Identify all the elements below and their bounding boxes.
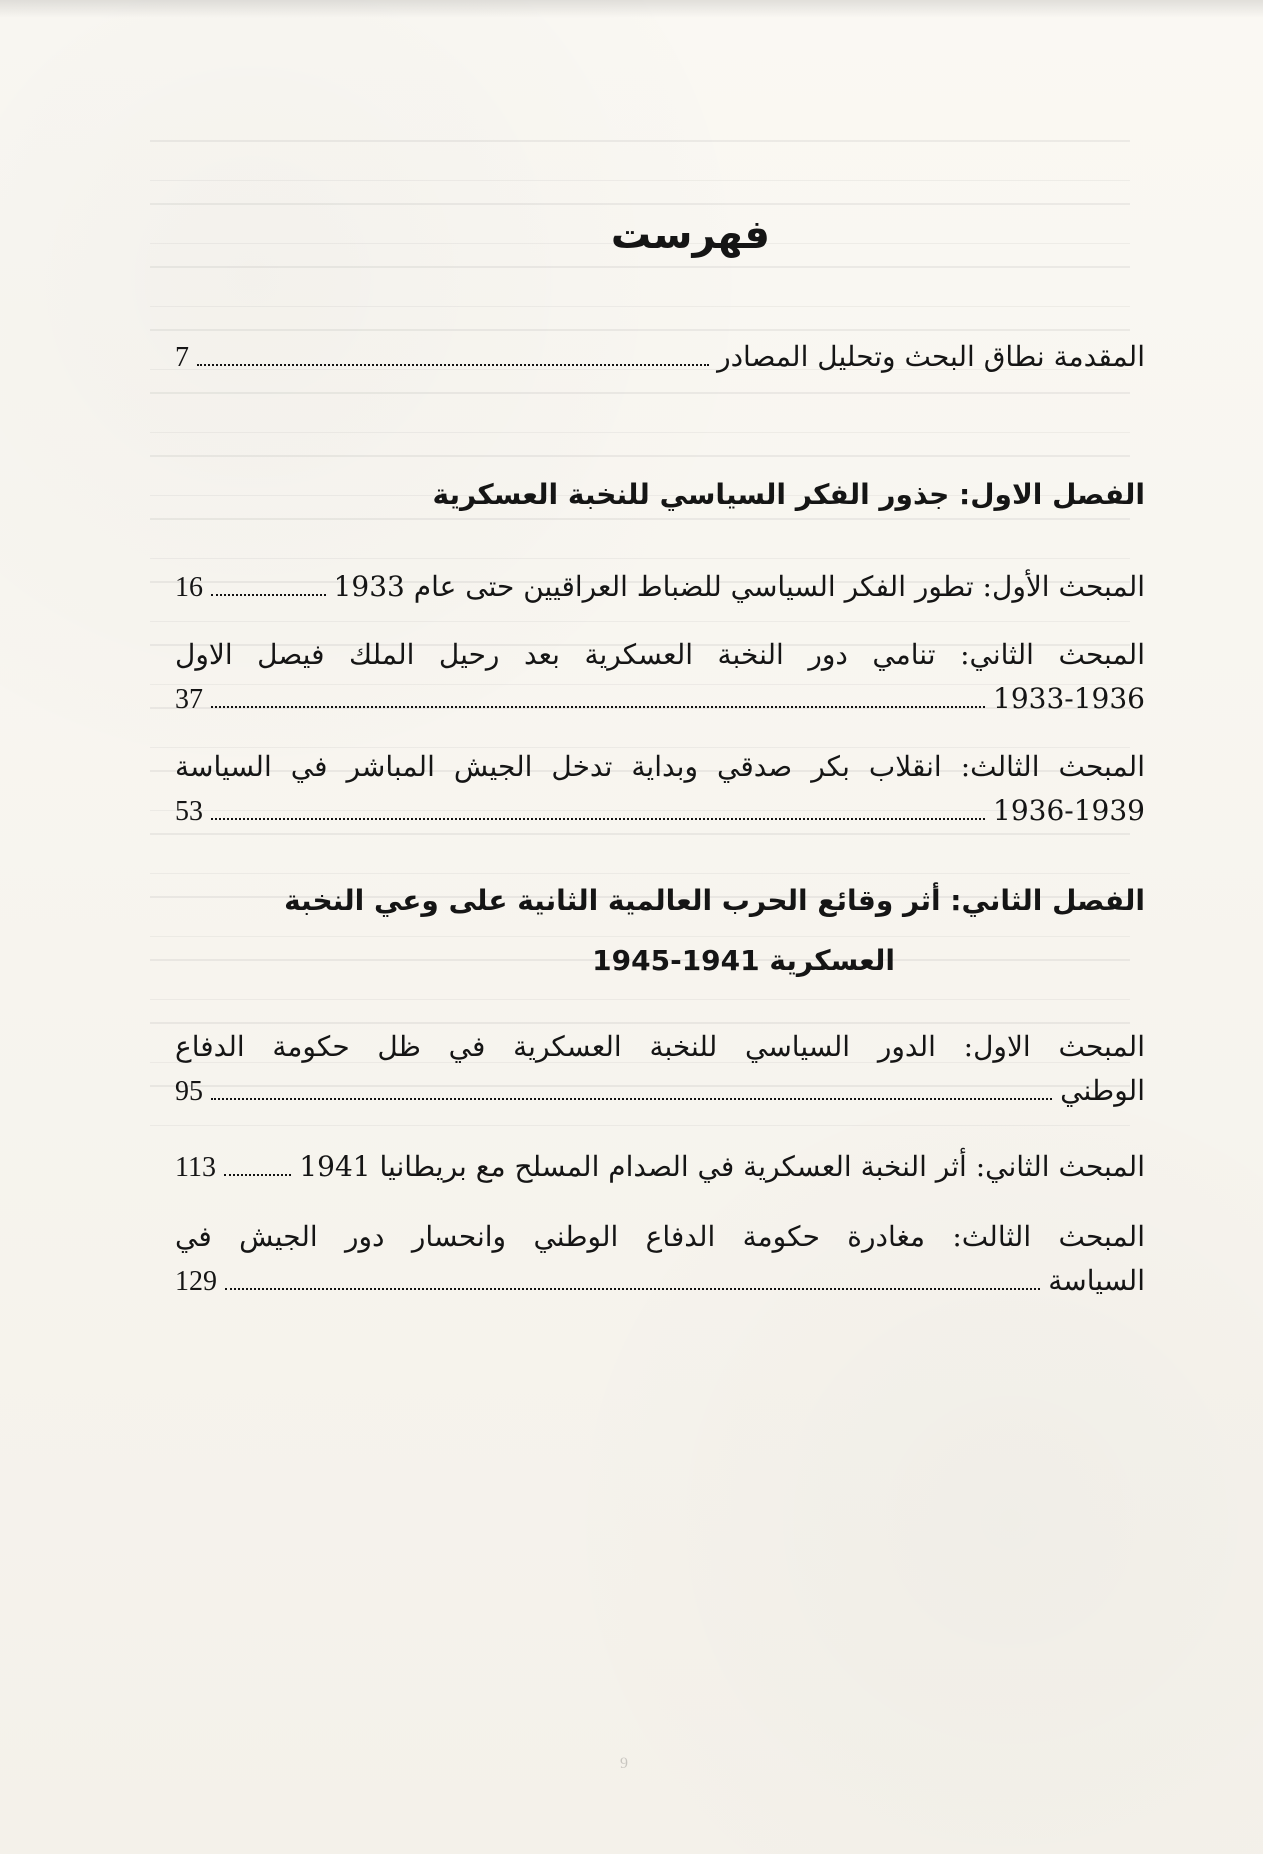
entry-text-line2: السياسة — [1048, 1264, 1145, 1297]
entry-line — [175, 1145, 1145, 1190]
dot-leader — [197, 363, 709, 366]
toc-entry-chapter1-section2 — [175, 633, 1145, 722]
entry-text-line1: المبحث الثالث: مغادرة حكومة الدفاع الوطني وانحسار دور الجيش في — [175, 1220, 1145, 1253]
entry-page-number: 129 — [175, 1266, 217, 1297]
entry-page-number: 113 — [175, 1152, 216, 1183]
entry-line — [175, 789, 1145, 834]
chapter-2-heading-line1: الفصل الثاني: أثر وقائع الحرب العالمية الثانية على وعي النخبة — [284, 884, 1145, 917]
entry-text: المقدمة نطاق البحث وتحليل المصادر — [717, 340, 1145, 373]
entry-text: المبحث الثاني: أثر النخبة العسكرية في الصدام المسلح مع بريطانيا 1941 — [299, 1150, 1145, 1183]
entry-text-line2: 1936-1939 — [993, 794, 1145, 827]
entry-line — [175, 1259, 1145, 1304]
toc-entry-introduction — [175, 335, 1145, 380]
dot-leader — [211, 817, 985, 820]
entry-line — [175, 565, 1145, 610]
toc-entry-chapter2-section3 — [175, 1215, 1145, 1304]
entry-page-number: 16 — [175, 572, 203, 603]
toc-entry-chapter1-section3 — [175, 745, 1145, 834]
toc-entry-chapter2-section1 — [175, 1025, 1145, 1114]
dot-leader — [211, 705, 985, 708]
dot-leader — [211, 593, 326, 596]
entry-line — [175, 677, 1145, 722]
chapter-1-heading: الفصل الاول: جذور الفكر السياسي للنخبة العسكرية — [432, 478, 1145, 511]
toc-title: فهرست — [610, 212, 770, 258]
entry-page-number: 95 — [175, 1076, 203, 1107]
entry-line — [175, 1069, 1145, 1114]
entry-page-number: 7 — [175, 342, 189, 373]
entry-page-number: 37 — [175, 684, 203, 715]
entry-text-line2: 1933-1936 — [993, 682, 1145, 715]
entry-page-number: 53 — [175, 796, 203, 827]
top-edge-shadow — [0, 0, 1263, 18]
entry-text-line1: المبحث الثالث: انقلاب بكر صدقي وبداية تدخل الجيش المباشر في السياسة — [175, 750, 1145, 783]
faint-page-number: 9 — [620, 1755, 628, 1772]
dot-leader — [211, 1097, 1052, 1100]
toc-entry-chapter2-section2 — [175, 1145, 1145, 1190]
dot-leader — [224, 1173, 291, 1176]
entry-text-line2: الوطني — [1060, 1074, 1145, 1107]
entry-text-line1: المبحث الثاني: تنامي دور النخبة العسكرية بعد رحيل الملك فيصل الاول — [175, 638, 1145, 671]
entry-text-line1: المبحث الاول: الدور السياسي للنخبة العسكرية في ظل حكومة الدفاع — [175, 1030, 1145, 1063]
toc-entry-chapter1-section1 — [175, 565, 1145, 610]
entry-text: المبحث الأول: تطور الفكر السياسي للضباط العراقيين حتى عام 1933 — [333, 570, 1145, 603]
entry-line — [175, 335, 1145, 380]
chapter-2-heading-line2: العسكرية 1941-1945 — [592, 944, 895, 977]
dot-leader — [225, 1287, 1040, 1290]
